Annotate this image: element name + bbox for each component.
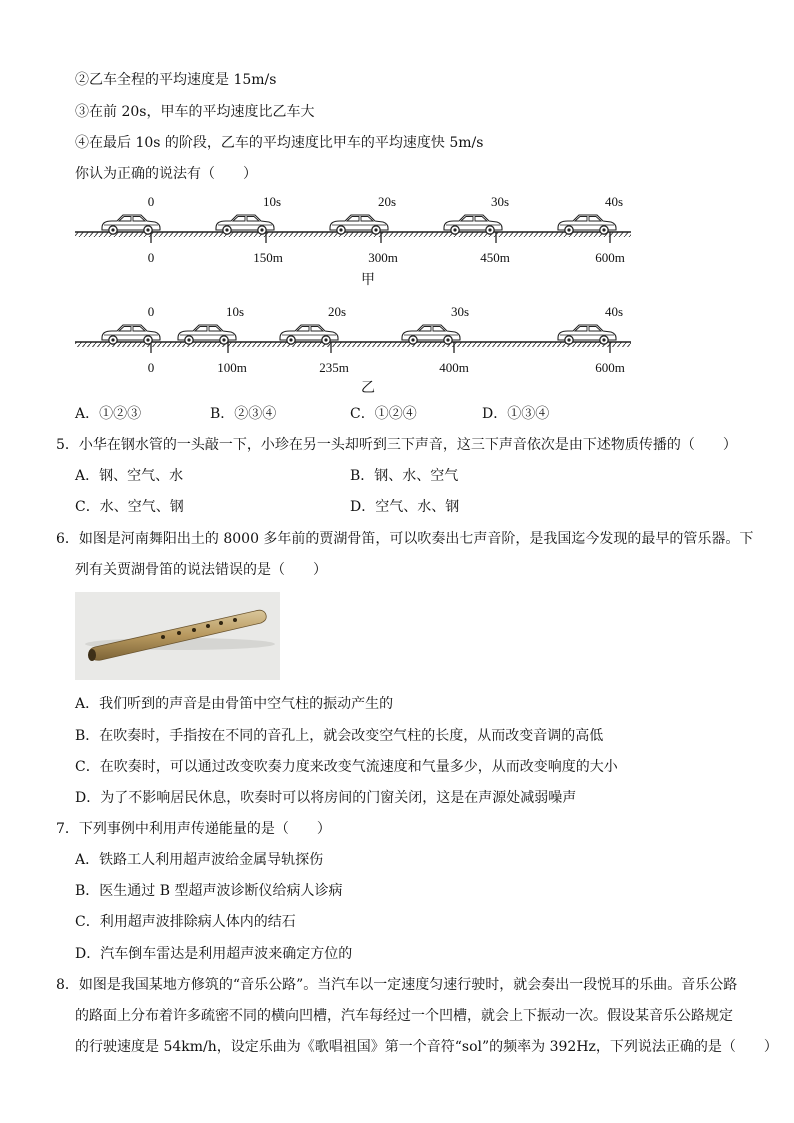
option-b[interactable]: B．医生通过 B 型超声波诊断仪给病人诊病 (75, 883, 343, 899)
distance-label: 600m (595, 250, 625, 265)
distance-label: 0 (147, 360, 155, 375)
road-hatching (75, 342, 631, 347)
figure-caption: 甲 (361, 273, 375, 288)
bone-flute-image (75, 592, 280, 680)
option-c[interactable]: C．利用超声波排除病人体内的结石 (75, 914, 296, 930)
distance-label: 235m (319, 360, 349, 375)
time-label: 30s (450, 304, 470, 319)
option-c[interactable]: C．①②④ (350, 406, 417, 422)
distance-label: 450m (480, 250, 510, 265)
question-6-stem-cont: 列有关贾湖骨笛的说法错误的是（ ） (75, 562, 327, 578)
option-b[interactable]: B．在吹奏时，手指按在不同的音孔上，就会改变空气柱的长度，从而改变音调的高低 (75, 728, 604, 744)
time-label: 20s (377, 194, 397, 209)
statement-2: ②乙车全程的平均速度是 15m/s (75, 72, 277, 88)
distance-label: 0 (147, 250, 155, 265)
figure-jia (75, 194, 631, 288)
option-d[interactable]: D．①③④ (482, 406, 550, 422)
distance-label: 150m (253, 250, 283, 265)
time-label: 10s (225, 304, 245, 319)
question-5-stem: 5．小华在钢水管的一头敲一下，小珍在另一头却听到三下声音，这三下声音依次是由下述物质传播的（ ） (56, 437, 737, 453)
time-label: 20s (327, 304, 347, 319)
option-d[interactable]: D．为了不影响居民休息，吹奏时可以将房间的门窗关闭，这是在声源处减弱噪声 (75, 790, 577, 806)
question-prompt: 你认为正确的说法有（ ） (75, 166, 257, 182)
time-label: 10s (262, 194, 282, 209)
question-8-stem-cont: 的路面上分布着许多疏密不同的横向凹槽，汽车每经过一个凹槽，就会上下振动一次。假设某音乐公路规定 (75, 1008, 733, 1024)
time-label: 30s (490, 194, 510, 209)
option-c[interactable]: C．水、空气、钢 (75, 499, 184, 515)
figure-caption: 乙 (361, 381, 375, 396)
option-a[interactable]: A．铁路工人利用超声波给金属导轨探伤 (75, 852, 324, 868)
statement-3: ③在前 20s，甲车的平均速度比乙车大 (75, 104, 315, 120)
time-label: 0 (147, 304, 155, 319)
car-motion-figure (0, 188, 794, 398)
distance-label: 100m (217, 360, 247, 375)
option-a[interactable]: A．我们听到的声音是由骨笛中空气柱的振动产生的 (75, 696, 394, 712)
time-label: 40s (604, 194, 624, 209)
time-label: 0 (147, 194, 155, 209)
question-6-stem: 6．如图是河南舞阳出土的 8000 多年前的贾湖骨笛，可以吹奏出七声音阶，是我国迄今发现的最早的管乐器。下 (56, 531, 754, 547)
statement-4: ④在最后 10s 的阶段，乙车的平均速度比甲车的平均速度快 5m/s (75, 135, 484, 151)
time-label: 40s (604, 304, 624, 319)
option-c[interactable]: C．在吹奏时，可以通过改变吹奏力度来改变气流速度和气量多少，从而改变响度的大小 (75, 759, 618, 775)
option-b[interactable]: B．钢、水、空气 (350, 468, 459, 484)
road-hatching (75, 232, 631, 237)
option-a[interactable]: A．①②③ (75, 406, 142, 422)
figure-yi (75, 304, 631, 396)
question-7-stem: 7．下列事例中利用声传递能量的是（ ） (56, 821, 331, 837)
distance-label: 300m (368, 250, 398, 265)
option-d[interactable]: D．汽车倒车雷达是利用超声波来确定方位的 (75, 946, 353, 962)
distance-label: 600m (595, 360, 625, 375)
option-b[interactable]: B．②③④ (210, 406, 277, 422)
option-a[interactable]: A．钢、空气、水 (75, 468, 184, 484)
question-8-stem-cont: 的行驶速度是 54km/h，设定乐曲为《歌唱祖国》第一个音符“sol”的频率为 392Hz，下列说法正确的是（ ） (75, 1039, 778, 1055)
option-d[interactable]: D．空气、水、钢 (350, 499, 460, 515)
bone-flute-photo (75, 592, 280, 680)
question-8-stem: 8．如图是我国某地方修筑的“音乐公路”。当汽车以一定速度匀速行驶时，就会奏出一段悦耳的乐曲。音乐公路 (56, 977, 738, 993)
distance-label: 400m (439, 360, 469, 375)
